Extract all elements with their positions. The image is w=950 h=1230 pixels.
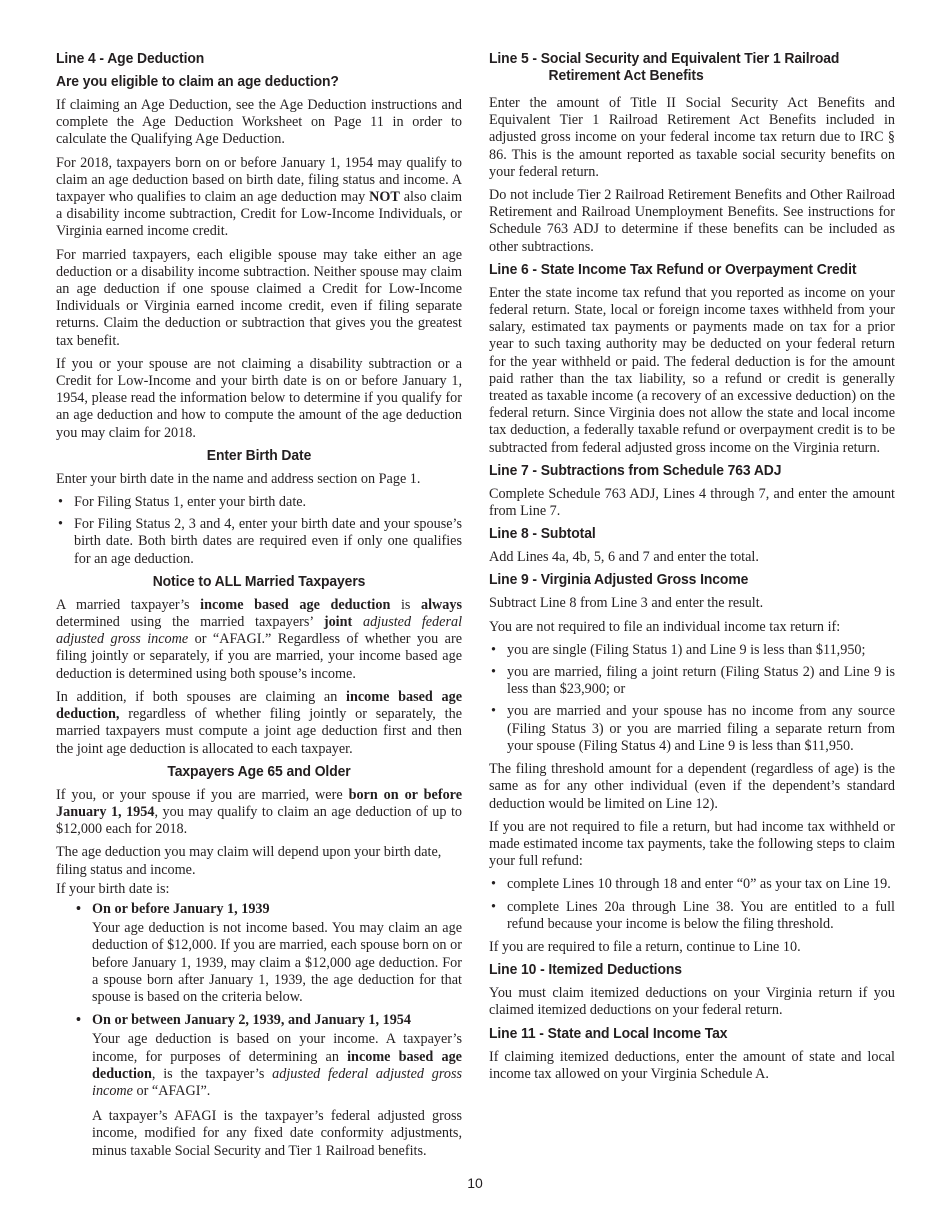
age65-paragraph: If you, or your spouse if you are married, were born on or before January 1, 1954, you may qualify to claim an age deduction of up to $12,000 each for 2018.	[56, 786, 462, 838]
list-item: • complete Lines 10 through 18 and enter “0” as your tax on Line 19.	[489, 876, 895, 893]
line11-title: Line 11 - State and Local Income Tax	[489, 1025, 728, 1042]
line4-title: Line 4 - Age Deduction	[56, 51, 205, 67]
eligibility-heading: Are you eligible to claim an age deduction?	[56, 74, 339, 90]
afagi-definition: A taxpayer’s AFAGI is the taxpayer’s federal adjusted gross income, modified for any fixed date conformity adjustments, minus taxable Social Security and Tier 1 Railroad benefits.	[92, 1108, 462, 1159]
right-column	[489, 51, 895, 1089]
birth-date-list	[56, 494, 462, 568]
list-item: • complete Lines 20a through Line 38. You are entitled to a full refund because your income is below the filing threshold.	[489, 899, 895, 933]
age-deduction-qualify: For 2018, taxpayers born on or before January 1, 1954 may qualify to claim an age deduction based on birth date, filing status and income. A taxpayer who qualifies to claim an age deduction may NOT also claim a disability income subtraction, Credit for Low-Income Individuals, or Virginia earned income credit.	[56, 154, 462, 240]
birth-date-instruction: Enter your birth date in the name and address section on Page 1.	[56, 470, 421, 487]
birth-date-is: If your birth date is:	[56, 880, 170, 897]
dependent-threshold-paragraph: The filing threshold amount for a dependent (regardless of age) is the same as for any other individual (even if the dependent’s standard deduction would be limited on Line 12).	[489, 761, 895, 812]
list-item: • you are single (Filing Status 1) and Line 9 is less than $11,950;	[489, 642, 895, 659]
married-spouse-paragraph: For married taxpayers, each eligible spouse may take either an age deduction or a disability income subtraction. Neither spouse may claim an age deduction if one spouse claimed a Credit for Low-Income Individuals or Virginia earned income credit, even if filing separate returns. Claim the deduction or subtraction that gives you the greatest tax benefit.	[56, 246, 462, 349]
age65-heading: Taxpayers Age 65 and Older	[167, 763, 351, 780]
list-item: • you are married, filing a joint return (Filing Status 2) and Line 9 is less than $23,900; or	[489, 664, 895, 698]
line5-title: Line 5 - Social Security and Equivalent Tier 1 Railroad Retirement Act Benefits	[489, 51, 840, 84]
line9-title: Line 9 - Virginia Adjusted Gross Income	[489, 572, 749, 589]
left-column	[56, 51, 462, 1166]
age-deduction-intro: If claiming an Age Deduction, see the Age Deduction instructions and complete the Age Deduction Worksheet on Page 11 in order to calculate the Qualifying Age Deduction.	[56, 97, 462, 148]
birth-range-1939-head: • On or before January 1, 1939	[74, 901, 462, 918]
line9-paragraph-2: You are not required to file an individual income tax return if:	[489, 618, 841, 635]
page-number: 10	[467, 1175, 483, 1191]
line5-paragraph-2: Do not include Tier 2 Railroad Retirement Benefits and Other Railroad Retirement and Railroad Unemployment Benefits. See instructions for Schedule 763 ADJ to determine if these benefits can be included as other subtractions.	[489, 187, 895, 255]
line11-paragraph: If claiming itemized deductions, enter the amount of state and local income tax allowed on your Virginia Schedule A.	[489, 1048, 895, 1082]
line9-paragraph-1: Subtract Line 8 from Line 3 and enter the result.	[489, 595, 764, 612]
list-item: • you are married and your spouse has no income from any source (Filing Status 3) or you are married filing a separate return from your spouse (Filing Status 4) and Line 9 is less than $11,950.	[489, 703, 895, 755]
married-notice-paragraph: A married taxpayer’s income based age deduction is always determined using the married taxpayers’ joint adjusted federal adjusted gross income or “AFAGI.” Regardless of whether you are filing jointly or separately, if you are married, your income based age deduction is determined using both spouse’s income.	[56, 596, 463, 682]
disability-paragraph: If you or your spouse are not claiming a disability subtraction or a Credit for Low-Income and your birth date is on or before January 1, 1954, please read the information below to determine if you qualify for an age deduction and how to compute the amount of the age deduction you may claim for 2018.	[56, 355, 462, 441]
line6-title: Line 6 - State Income Tax Refund or Overpayment Credit	[489, 261, 857, 278]
birth-range-1939-1954-head: • On or between January 2, 1939, and January 1, 1954	[74, 1012, 462, 1029]
list-item: • For Filing Status 1, enter your birth date.	[56, 494, 462, 511]
line8-title: Line 8 - Subtotal	[489, 526, 596, 543]
enter-birth-date-heading: Enter Birth Date	[206, 447, 312, 464]
line7-paragraph: Complete Schedule 763 ADJ, Lines 4 through 7, and enter the amount from Line 7.	[489, 485, 895, 520]
list-item: • For Filing Status 2, 3 and 4, enter your birth date and your spouse’s birth date. Both birth dates are required even if only one qualifies for an age deduction.	[56, 516, 462, 568]
line10-title: Line 10 - Itemized Deductions	[489, 962, 682, 979]
refund-steps-list	[489, 876, 895, 933]
line8-paragraph: Add Lines 4a, 4b, 5, 6 and 7 and enter the total.	[489, 549, 759, 566]
age-deduction-depends: The age deduction you may claim will depend upon your birth date, filing status and income.	[56, 844, 442, 878]
joint-deduction-paragraph: In addition, if both spouses are claiming an income based age deduction, regardless of whether filing jointly or separately, the married taxpayers must compute a joint age deduction first and then the joint age deduction is allocated to each taxpayer.	[56, 688, 462, 757]
refund-steps-paragraph: If you are not required to file a return, but had income tax withheld or made estimated income tax payments, take the following steps to claim your full refund:	[489, 818, 895, 870]
continue-paragraph: If you are required to file a return, continue to Line 10.	[489, 938, 801, 955]
birth-range-1939	[56, 901, 462, 1006]
birth-range-1939-1954	[56, 1012, 462, 1160]
line5-paragraph-1: Enter the amount of Title II Social Security Act Benefits and Equivalent Tier 1 Railroad Retirement Act Benefits included in adjusted gross income on your federal income tax return due to IRC § 86. This is the amount reported as taxable social security benefits on your federal return.	[489, 95, 895, 180]
married-taxpayers-heading: Notice to ALL Married Taxpayers	[152, 573, 366, 590]
line10-paragraph: You must claim itemized deductions on your Virginia return if you claimed itemized deductions on your federal return.	[489, 985, 895, 1019]
line6-paragraph: Enter the state income tax refund that you reported as income on your federal return. State, local or foreign income taxes withheld from your salary, estimated tax payments or payments made on tax for a prior year to such taxing authority may be deducted on your federal return for the year withheld or paid. The federal deduction is for the amount paid rather than the tax liability, so a refund or credit is generally treated as taxable income (a recovery of an excessive deduction) on the federal return. Since Virginia does not allow the state and local income tax deduction, a federally taxable refund or overpayment credit is to be subtracted from federal adjusted gross income on the Virginia return.	[489, 284, 895, 456]
line7-title: Line 7 - Subtractions from Schedule 763 ADJ	[489, 462, 782, 479]
filing-threshold-list	[489, 642, 895, 755]
birth-range-1939-text: Your age deduction is not income based. You may claim an age deduction of $12,000. If you are married, each spouse born on or before January 1, 1939, may claim a $12,000 age deduction. For a spouse born after January 1, 1939, the age deduction for that spouse is based on the criteria below.	[92, 920, 462, 1005]
birth-range-1939-1954-text: Your age deduction is based on your income. A taxpayer’s income, for purposes of determining an income based age deduction, is the taxpayer’s adjusted federal adjusted gross income or “AFAGI”.	[92, 1031, 462, 1099]
